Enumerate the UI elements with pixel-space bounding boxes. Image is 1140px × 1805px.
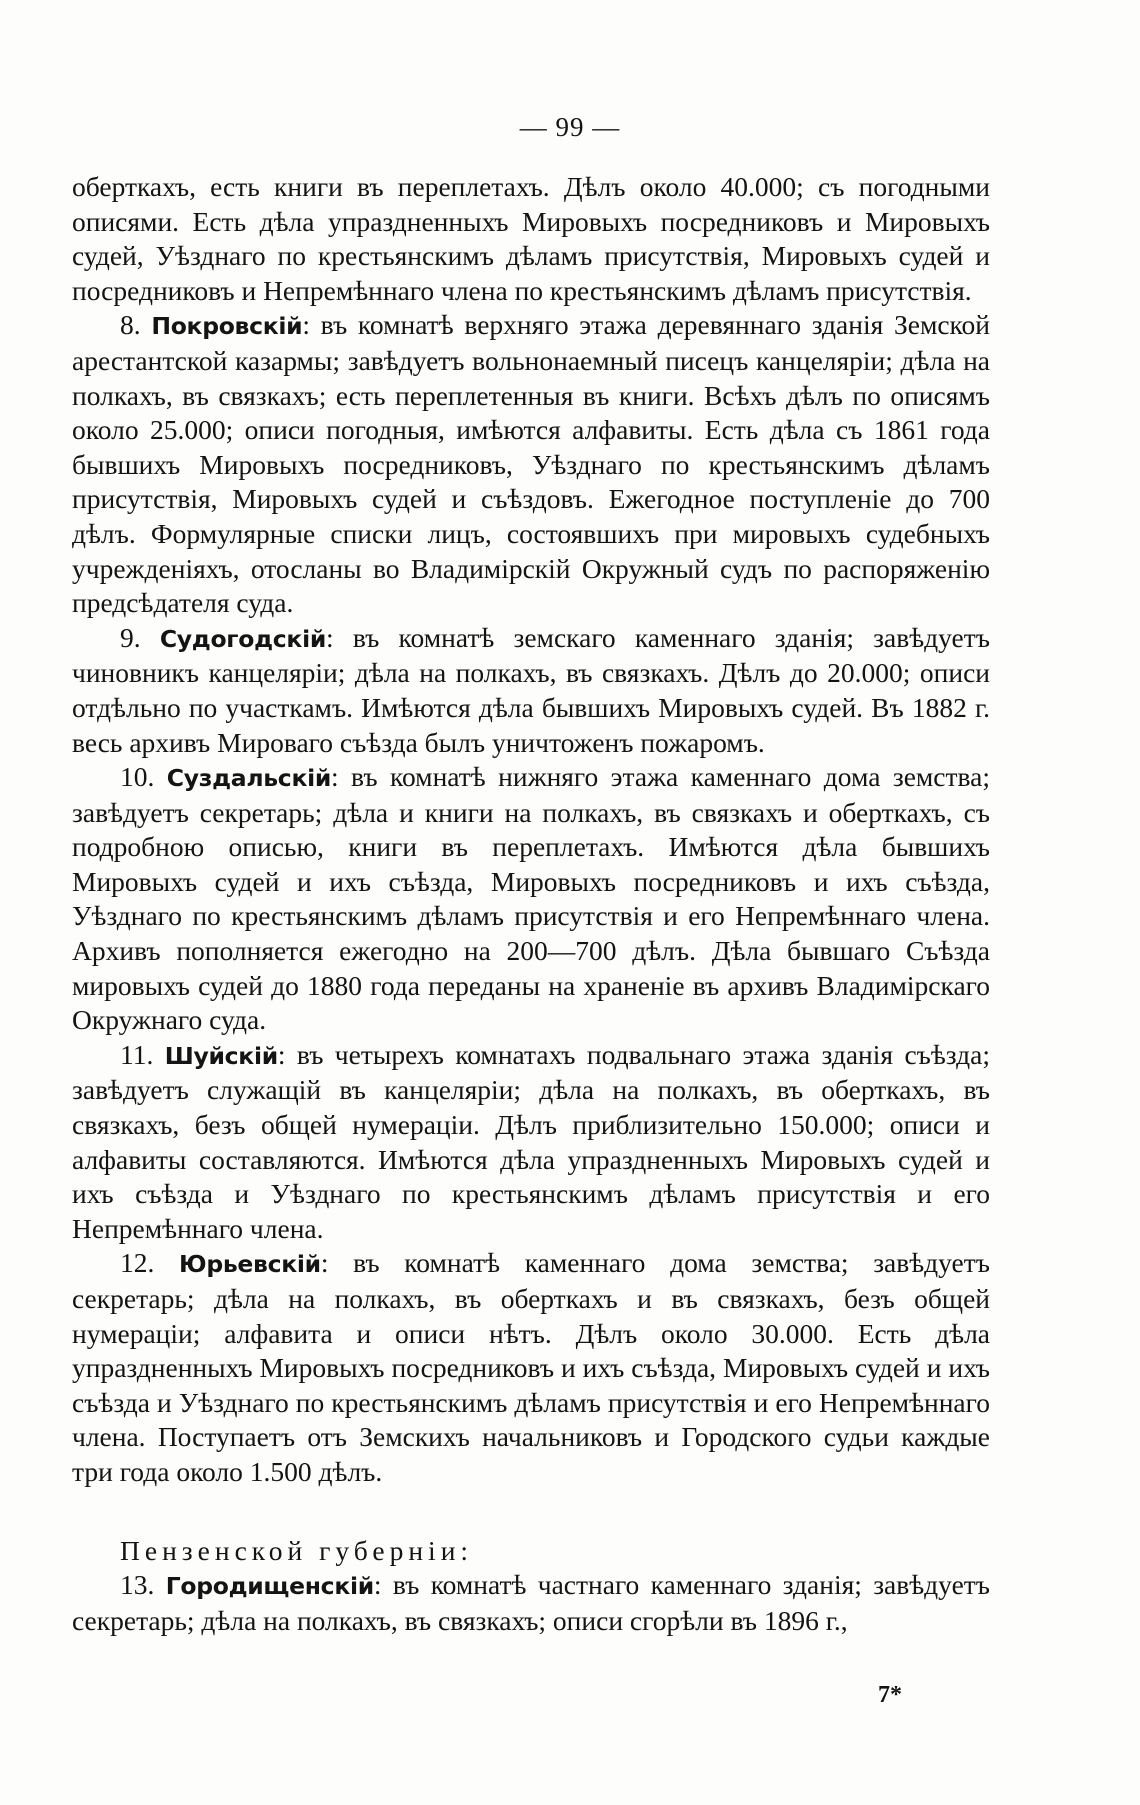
district-name: Юрьевскій [179, 1250, 321, 1279]
district-name: Шуйскій [164, 1041, 278, 1070]
paragraph-10-suzdalsky [72, 760, 990, 1038]
paragraph-continued [72, 170, 990, 308]
item-number: 11. [120, 1038, 154, 1070]
paragraph-9-sudogodsky [72, 621, 990, 760]
item-number: 12. [120, 1247, 155, 1279]
paragraph-text: : въ комнатѣ верхняго этажа деревяннаго зданія Земской арестантской казармы; завѣдуетъ вольнонаемный писецъ канцеляріи; дѣла на полкахъ, въ связкахъ; есть переплетенныя въ книги. Всѣхъ дѣлъ по описямъ около 25.000; описи погодныя, имѣются алфавиты. Есть дѣла съ 1861 года бывшихъ Мировыхъ посредниковъ, Уѣзднаго по крестьянскимъ дѣламъ присутствія, Мировыхъ судей и съѣздовъ. Ежегодное поступленіе до 700 дѣлъ. Формулярные списки лицъ, состоявшихъ при мировыхъ судебныхъ учрежденіяхъ, отосланы во Владимірскій Окружный судъ по распоряженію предсѣдателя суда. [72, 309, 990, 619]
paragraph-text: : въ комнатѣ нижняго этажа каменнаго дома земства; завѣдуетъ секретарь; дѣла и книги на полкахъ, въ связкахъ и оберткахъ, съ подробною описью, книги въ переплетахъ. Имѣются дѣла бывшихъ Мировыхъ судей и ихъ съѣзда, Мировыхъ посредниковъ и ихъ съѣзда, Уѣзднаго по крестьянскимъ дѣламъ присутствія и его Непремѣннаго члена. Архивъ пополняется ежегодно на 200—700 дѣлъ. Дѣла бывшаго Съѣзда мировыхъ судей до 1880 года переданы на храненіе въ архивъ Владимірскаго Окружнаго суда. [72, 761, 991, 1036]
paragraph-text: оберткахъ, есть книги въ переплетахъ. Дѣлъ около 40.000; съ погодными описями. Есть дѣла упраздненныхъ Мировыхъ посредниковъ и Мировыхъ судей, Уѣзднаго по крестьянскимъ дѣламъ присутствія, Мировыхъ судей и посредниковъ и Непремѣннаго члена по крестьянскимъ дѣламъ присутствія. [72, 171, 990, 306]
item-number: 9. [120, 621, 141, 653]
item-number: 10. [120, 761, 155, 793]
district-name: Судогодскій [159, 624, 327, 653]
page-number: — 99 — [519, 112, 621, 142]
paragraph-text: : въ комнатѣ земскаго каменнаго зданія; завѣдуетъ чиновникъ канцеляріи; дѣла на полкахъ, въ связкахъ. Дѣлъ до 20.000; описи отдѣльно по участкамъ. Имѣются дѣла бывшихъ Мировыхъ судей. Въ 1882 г. весь архивъ Мироваго съѣзда былъ уничтоженъ пожаромъ. [72, 621, 990, 758]
section-heading-penza: Пензенской губерніи: [120, 1534, 474, 1566]
paragraph-text: : въ комнатѣ каменнаго дома земства; завѣдуетъ секретарь; дѣла на полкахъ, въ оберткахъ и въ связкахъ, безъ общей нумераціи; алфавита и описи нѣтъ. Дѣлъ около 30.000. Есть дѣла упраздненныхъ Мировыхъ посредниковъ и ихъ съѣзда, Мировыхъ судей и ихъ съѣзда и Уѣзднаго по крестьянскимъ дѣламъ присутствія и его Непремѣннаго члена. Поступаетъ отъ Земскихъ начальниковъ и Городского судьи каждые три года около 1.500 дѣлъ. [72, 1247, 991, 1487]
district-name: Покровскій [151, 312, 303, 341]
paragraph-11-shuisky [72, 1038, 990, 1247]
item-number: 8. [120, 309, 141, 341]
signature-mark: 7* [878, 1682, 902, 1708]
paragraph-text: : въ четырехъ комнатахъ подвальнаго этажа зданія съѣзда; завѣдуетъ служащій въ канцеляріи; дѣла на полкахъ, въ оберткахъ, въ связкахъ, безъ общей нумераціи. Дѣлъ приблизительно 150.000; описи и алфавиты составляются. Имѣются дѣла упраздненныхъ Мировыхъ судей и ихъ съѣзда и Уѣзднаго по крестьянскимъ дѣламъ присутствія и его Непремѣннаго члена. [72, 1038, 991, 1244]
paragraph-8-pokrovsky [72, 308, 990, 620]
paragraph-13-gorodishchensky [72, 1568, 990, 1638]
paragraph-text: : въ комнатѣ частнаго каменнаго зданія; завѣдуетъ секретарь; дѣла на полкахъ, въ связкахъ; описи сгорѣли въ 1896 г., [72, 1569, 991, 1636]
item-number: 13. [120, 1569, 155, 1601]
paragraph-12-yuryevsky [72, 1246, 990, 1489]
body-text [72, 170, 990, 1638]
district-name: Городищенскій [165, 1572, 374, 1601]
district-name: Суздальскій [166, 764, 332, 793]
